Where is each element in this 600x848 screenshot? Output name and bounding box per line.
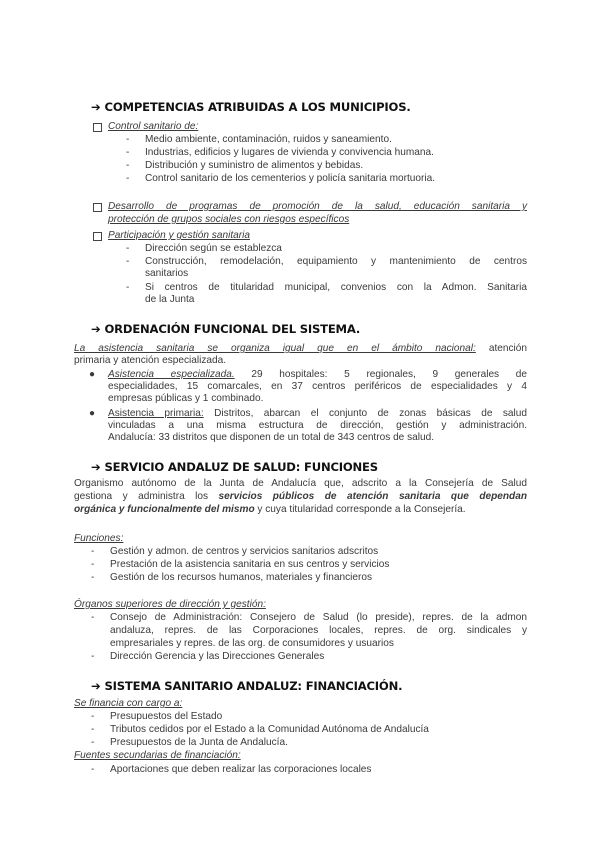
arrow-icon: ➔ [91, 322, 101, 336]
subheading-funciones: Funciones: [74, 533, 124, 544]
bullet-label: Asistencia especializada. [108, 369, 235, 380]
bullet-especializada-line3: empresas públicas y 1 combinado. [108, 393, 264, 404]
list-item: Aportaciones que deben realizar las corporaciones locales [110, 764, 372, 775]
paragraph-line1: Organismo autónomo de la Junta de Andalucía que, adscrito a la Consejería de Salud [74, 478, 527, 489]
bullet-especializada-line1 [108, 369, 527, 381]
bullet-text: 29 hospitales: 5 regionales, 9 generales de [234, 369, 528, 380]
dash-icon: - [126, 173, 130, 184]
item-desarrollo-line2: protección de grupos sociales con riesgos específicos [108, 214, 350, 225]
subheading-cargo: Se financia con cargo a: [74, 698, 183, 709]
section-heading-text: SERVICIO ANDALUZ DE SALUD: FUNCIONES [104, 460, 378, 474]
arrow-icon: ➔ [91, 460, 101, 474]
bullet-text: Distritos, abarcan el conjunto de zonas básicas de salud [203, 408, 528, 419]
paragraph-text: y cuya titularidad corresponde a la Consejería. [254, 504, 466, 515]
bullet-primaria-line1 [108, 408, 527, 420]
list-item: Gestión de los recursos humanos, materiales y financieros [110, 572, 372, 583]
dash-icon: - [91, 724, 95, 735]
list-item: Industrias, edificios y lugares de vivienda y convivencia humana. [145, 147, 434, 158]
dash-icon: - [91, 546, 95, 557]
dash-icon: - [126, 256, 130, 267]
list-item: Construcción, remodelación, equipamiento y mantenimiento de centros [145, 256, 527, 267]
dash-icon: - [91, 651, 95, 662]
dash-icon: - [91, 559, 95, 570]
list-item-cont: sanitarios [145, 268, 189, 279]
paragraph-bold: orgánica y funcionalmente del mismo [74, 504, 255, 515]
section-heading-text: ORDENACIÓN FUNCIONAL DEL SISTEMA. [104, 322, 361, 336]
list-item-cont: andaluza, repres. de las Corporaciones locales, repres. de org. sindicales y [110, 625, 527, 636]
paragraph-line2 [74, 491, 527, 503]
intro-rest: atención [475, 343, 527, 354]
dash-icon: - [126, 243, 130, 254]
intro-line1 [74, 343, 527, 355]
arrow-icon: ➔ [91, 679, 101, 693]
dash-icon: - [126, 282, 130, 293]
list-item: Presupuestos de la Junta de Andalucía. [110, 737, 288, 748]
checkbox-icon [93, 203, 102, 212]
list-item-cont: empresariales y repres. de las org. de consumidores y usuarios [110, 638, 394, 649]
paragraph-text: gestiona y administra los [74, 491, 219, 502]
list-item: Dirección Gerencia y las Direcciones Generales [110, 651, 325, 662]
section-heading-financiacion [91, 679, 402, 693]
list-item: Si centros de titularidad municipal, convenios con la Admon. Sanitaria [145, 282, 527, 293]
section-heading-competencias [91, 100, 411, 114]
item-desarrollo-line1: Desarrollo de programas de promoción de la salud, educación sanitaria y [108, 201, 527, 212]
dash-icon: - [126, 147, 130, 158]
bullet-icon: ● [89, 408, 96, 419]
subheading-fuentes: Fuentes secundarias de financiación: [74, 750, 241, 761]
dash-icon: - [91, 711, 95, 722]
section-heading-ordenacion [91, 322, 360, 336]
paragraph-bold: servicios públicos de atención sanitaria que dependan [218, 491, 527, 502]
list-item: Control sanitario de los cementerios y policía sanitaria mortuoria. [145, 173, 436, 184]
paragraph-line3 [74, 504, 466, 516]
dash-icon: - [126, 160, 130, 171]
bullet-primaria-line2: vinculadas a una misma estructura de dirección, gestión y administración. [108, 420, 527, 431]
list-item: Prestación de la asistencia sanitaria en sus centros y servicios [110, 559, 390, 570]
list-item: Dirección según se establezca [145, 243, 282, 254]
checkbox-icon [93, 232, 102, 241]
list-item: Presupuestos del Estado [110, 711, 223, 722]
dash-icon: - [91, 572, 95, 583]
dash-icon: - [91, 737, 95, 748]
list-item: Distribución y suministro de alimentos y bebidas. [145, 160, 364, 171]
list-item: Consejo de Administración: Consejero de Salud (lo preside), repres. de la admon [110, 612, 527, 623]
subheading-organos: Órganos superiores de dirección y gestión: [74, 599, 266, 610]
dash-icon: - [91, 764, 95, 775]
arrow-icon: ➔ [91, 100, 101, 114]
bullet-label: Asistencia primaria: [108, 408, 204, 419]
bullet-primaria-line3: Andalucía: 33 distritos que disponen de un total de 343 centros de salud. [108, 432, 435, 443]
bullet-especializada-line2: especialidades, 15 comarcales, en 37 centros periféricos de especialidades y 4 [108, 381, 527, 392]
item-title-control-sanitario: Control sanitario de: [108, 121, 199, 132]
intro-underlined: La asistencia sanitaria se organiza igual que en el ámbito nacional: [74, 343, 476, 354]
checkbox-icon [93, 123, 102, 132]
section-heading-sas [91, 460, 378, 474]
item-title-participacion: Participación y gestión sanitaria [108, 230, 250, 241]
intro-line2: primaria y atención especializada. [74, 355, 227, 366]
dash-icon: - [91, 612, 95, 623]
list-item: Medio ambiente, contaminación, ruidos y saneamiento. [145, 134, 392, 145]
bullet-icon: ● [89, 369, 96, 380]
dash-icon: - [126, 134, 130, 145]
section-heading-text: SISTEMA SANITARIO ANDALUZ: FINANCIACIÓN. [104, 679, 403, 693]
section-heading-text: COMPETENCIAS ATRIBUIDAS A LOS MUNICIPIOS. [104, 100, 411, 114]
list-item-cont: de la Junta [145, 294, 195, 305]
list-item: Gestión y admon. de centros y servicios sanitarios adscritos [110, 546, 379, 557]
list-item: Tributos cedidos por el Estado a la Comunidad Autónoma de Andalucía [110, 724, 429, 735]
